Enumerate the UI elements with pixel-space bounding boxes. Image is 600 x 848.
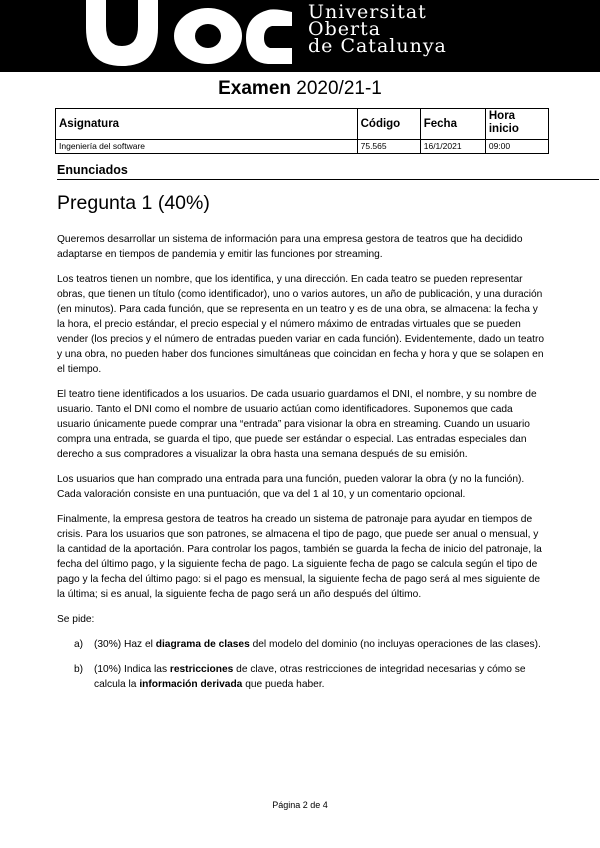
university-name-line: Universitat (308, 1, 427, 23)
table-header-row (56, 109, 549, 140)
exam-title-term: 2020/21-1 (296, 78, 382, 99)
section-title: Enunciados (57, 163, 599, 180)
list-item (57, 662, 547, 692)
header-time: Hora inicio (485, 109, 548, 140)
item-text: Haz el (121, 639, 156, 650)
cell-time: 09:00 (485, 140, 548, 154)
item-marker: b) (74, 664, 84, 675)
question-title: Pregunta 1 (40%) (57, 192, 210, 214)
item-text: Indica las (121, 664, 170, 675)
paragraph: Queremos desarrollar un sistema de información para una empresa gestora de teatros que ha decidido adaptarse en tiempos de pandemia y emitir las funciones por streaming. (57, 234, 523, 260)
item-text: del modelo del dominio (no incluyas operaciones de las clases). (249, 639, 541, 650)
university-name (308, 1, 447, 57)
list-item (57, 637, 547, 652)
header-subject: Asignatura (56, 109, 358, 140)
cell-code: 75.565 (357, 140, 420, 154)
task-list (57, 637, 547, 692)
item-percent: (30%) (94, 639, 122, 650)
header-code: Código (357, 109, 420, 140)
se-pide-label: Se pide: (57, 614, 95, 625)
header-date: Fecha (420, 109, 485, 140)
university-name-line: Oberta (308, 18, 382, 40)
uoc-logo-icon (78, 0, 298, 66)
item-text: de clave, otras restricciones de integridad necesarias y cómo se calcula la (94, 664, 526, 690)
table-row (56, 140, 549, 154)
exam-title-word: Examen (218, 78, 291, 99)
page-number: Página 2 de 4 (272, 800, 328, 810)
paragraph: Finalmente, la empresa gestora de teatros ha creado un sistema de patronaje para ayudar en tiempos de crisis. Para los usuarios que son patrones, se almacena el tipo de pago, que puede ser anual o mensual, y la cantidad de la aportación. Para controlar los pagos, también se guarda la fecha de inicio del patronaje, la fecha del último pago, y la siguiente fecha de pago. La siguiente fecha de pago se calcula según el tipo de pago y la fecha del último pago: si el pago es mensual, la siguiente fecha de pago será al mes siguiente de la última; si es anual, la siguiente fecha de pago será un año después del último. (57, 514, 542, 600)
header-band (0, 0, 600, 72)
paragraph: El teatro tiene identificados a los usuarios. De cada usuario guardamos el DNI, el nombre, y su nombre de usuario. Tanto el DNI como el nombre de usuario actúan como identificadores. Suponemos que cada usuario únicamente puede comprar una “entrada” para visionar la obra en streaming. Cuando un usuario compra una entrada, se guarda el tipo, que puede ser estándar o especial. Las entradas especiales dan derecho a sus compradores a visualizar la obra hasta una semana después de su emisión. (57, 389, 537, 460)
university-name-line: de Catalunya (308, 35, 447, 57)
paragraph: Los teatros tienen un nombre, que los identifica, y una dirección. En cada teatro se pueden representar obras, que tienen un título (como identificador), uno o varios autores, un año de publicación, y una duración (en minutos). Para cada función, que se representa en un teatro y es de una obra, se almacena: la fecha y la hora, el precio estándar, el precio especial y el número máximo de entradas virtuales que se pueden vender (los precios y el número de entradas pueden variar en cada función). Evidentemente, dado un teatro y una obra, no pueden haber dos funciones simultáneas que coincidan en fecha y hora y que se solapen en el tiempo. (57, 274, 545, 375)
item-keyword: restricciones (169, 664, 234, 675)
question-body (57, 232, 547, 702)
item-keyword: información derivada (139, 679, 243, 690)
item-percent: (10%) (94, 664, 122, 675)
item-marker: a) (74, 639, 84, 650)
item-text: que pueda haber. (242, 679, 325, 690)
item-keyword: diagrama de clases (155, 639, 250, 650)
exam-title (0, 78, 600, 100)
exam-info-table (55, 108, 549, 154)
paragraph: Los usuarios que han comprado una entrada para una función, pueden valorar la obra (y no la función). Cada valoración consiste en una puntuación, que va del 1 al 10, y un comentario opcional. (57, 474, 525, 500)
cell-subject: Ingeniería del software (56, 140, 358, 154)
cell-date: 16/1/2021 (420, 140, 485, 154)
